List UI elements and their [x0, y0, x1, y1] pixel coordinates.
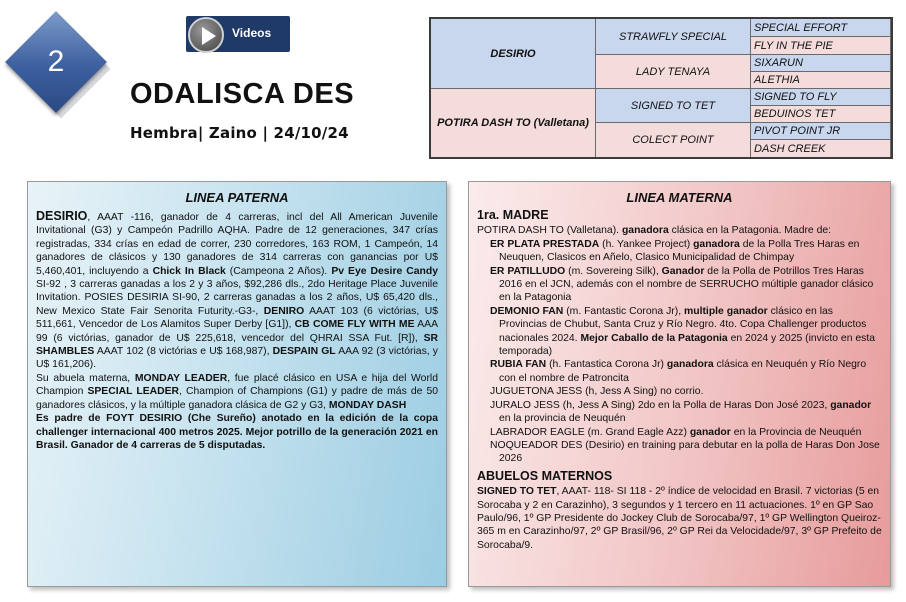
pedigree-table: [429, 17, 893, 159]
number-badge: [6, 12, 106, 152]
list-item: ER PLATA PRESTADA (h. Yankee Project) ganadora de la Polla Tres Haras en Neuquen, Clasicos en Añelo, Clasico Municipalidad de Chimpay: [490, 238, 860, 264]
list-item: JURALO JESS (h, Jess A Sing) 2do en la Polla de Haras Don José 2023, ganador en la provincia de Neuquén: [490, 399, 872, 425]
linea-materna-title: LINEA MATERNA: [626, 190, 733, 205]
pedigree-dam-sire: SIGNED TO TET: [596, 89, 751, 123]
list-item: RUBIA FAN (h. Fantastica Corona Jr) ganadora clásica en Neuquén y Río Negro con el nombre de Patroncita: [490, 359, 867, 384]
pedigree-ssd: FLY IN THE PIE: [751, 37, 891, 55]
pedigree-sss: SPECIAL EFFORT: [751, 19, 891, 37]
horse-subtitle: Hembra| Zaino | 24/10/24: [130, 124, 349, 142]
linea-materna-text: [477, 209, 882, 552]
pedigree-sds: SIXARUN: [751, 55, 891, 72]
pedigree-dam: POTIRA DASH TO (Valletana): [431, 89, 596, 157]
madre-line: POTIRA DASH TO (Valletana). ganadora clásica en la Patagonia. Madre de:: [477, 225, 832, 237]
list-item: ER PATILLUDO (m. Sovereing Silk), Ganador de la Polla de Potrillos Tres Haras 2016 en el JCN, además con el nombre de SERRUCHO múltiple ganador clásico en la Patagonia: [490, 265, 874, 304]
linea-paterna-text: DESIRIO, AAAT -116, ganador de 4 carreras, incl del All American Juvenile Invitational (G3) y Campeón Padrillo AQHA. Padre de 12 generaciones, 347 crías registradas, 334 crías en edad de correr, 230 corredores, 163 ROM, 1 Campeón, 14 ganadores de clásicos y 130 ganadores de 314 carreras con ganancias por U$ 5,460,401, incluyendo a Chick In Black (Campeona 2 Años). Pv Eye Desire Candy SI-92 , 3 carreras ganadas a los 2 y 3 años, $92,286 dls., 2do Heritage Place Juvenile Invitation. POSIES DESIRIA SI-90, 2 carreras ganadas a los 2 años, U$ 65,420 dls., New Mexico State Fair Senorita Futurity.-G3-, DENIRO AAAT 103 (6 victórias, U$ 511,661, Vencedor de Los Alamitos Super Derby [G1]), CB COME FLY WITH ME AAA 99 (6 victórias, ganador de U$ 225,618, vencedor del QHRAI SSA Fut. [R]), SR SHAMBLES AAAT 102 (8 victórias e U$ 168,987), DESPAIN GL AAA 92 (3 victórias, y U$ 161,206). Su abuela materna, MONDAY LEADER, fue placé clásico en USA e hija del World Champion SPECIAL LEADER, Champion of Champions (G1) y padre de más de 50 ganadores clásicos, y la múltiple ganadora clásica de G2 y G3, MONDAY DASH Es padre de FOYT DESIRIO (Che Sureño) anotado en la edición de la copa challenger internacional 400 metros 2025. Mejor potrillo de la generación 2021 en Brasil. Ganador de 4 carreras de 5 disputadas.: [36, 209, 439, 451]
list-item: JUGUETONA JESS (h, Jess A Sing) no corrio.: [490, 386, 704, 398]
pedigree-dss: SIGNED TO FLY: [751, 89, 891, 106]
list-item: DEMONIO FAN (m. Fantastic Corona Jr), multiple ganador clásico en las Provincias de Chubut, Santa Cruz y Río Negro. 4to. Copa Challenger productos nacionales 2024. Mejor Caballo de la Patagonia en 2024 y 2025 (invicto en esta temporada): [490, 305, 876, 358]
horse-number: 2: [47, 45, 65, 78]
pedigree-sdd: ALETHIA: [751, 72, 891, 89]
pedigree-dsd: BEDUINOS TET: [751, 106, 891, 123]
videos-button[interactable]: [186, 16, 290, 52]
videos-label: Videos: [232, 26, 272, 40]
pedigree-sire-sire: STRAWFLY SPECIAL: [596, 19, 751, 55]
list-item: NOQUEADOR DES (Desirio) en training para debutar en la polla de Haras Don Jose 2026: [490, 439, 880, 465]
play-icon: [188, 17, 224, 53]
abuelos-text: SIGNED TO TET, AAAT- 118- SI 118 - 2º índice de velocidad en Brasil. 7 victorias (5 en Sorocaba y 2 en Carazinho), 3 segundos y 1 tercero en 11 actuaciones. 1º en GP Sao Paulo/96, 1º GP Presidente do Jockey Club de Sorocaba/97, 1º GP Wellington Queiroz-365 m en Carazinho/97, 2º GP Brasil/96, 2º GP Rei da Velocidade/97, 3º GP Prefeito de Sorocaba/9.: [477, 486, 882, 551]
pedigree-dam-dam: COLECT POINT: [596, 123, 751, 157]
abuelos-heading: ABUELOS MATERNOS: [477, 468, 613, 483]
foyt-desirio-note: Es padre de FOYT DESIRIO (Che Sureño) anotado en la edición de la copa challenger internacional 400 metros 2025. Mejor potrillo de la generación 2021 en Brasil. Ganador de 4 carreras de 5 disputadas.: [36, 413, 438, 451]
linea-paterna-panel: [27, 181, 447, 587]
pedigree-sire: DESIRIO: [431, 19, 596, 89]
horse-name: ODALISCA DES: [130, 78, 355, 110]
list-item: LABRADOR EAGLE (m. Grand Eagle Azz) ganador en la Provincia de Neuquén: [490, 426, 862, 438]
primera-madre-heading: 1ra. MADRE: [477, 208, 549, 222]
pedigree-ddd: DASH CREEK: [751, 140, 891, 157]
linea-paterna-title: LINEA PATERNA: [185, 190, 289, 205]
pedigree-sire-dam: LADY TENAYA: [596, 55, 751, 89]
linea-materna-panel: [468, 181, 891, 587]
pedigree-dds: PIVOT POINT JR: [751, 123, 891, 140]
